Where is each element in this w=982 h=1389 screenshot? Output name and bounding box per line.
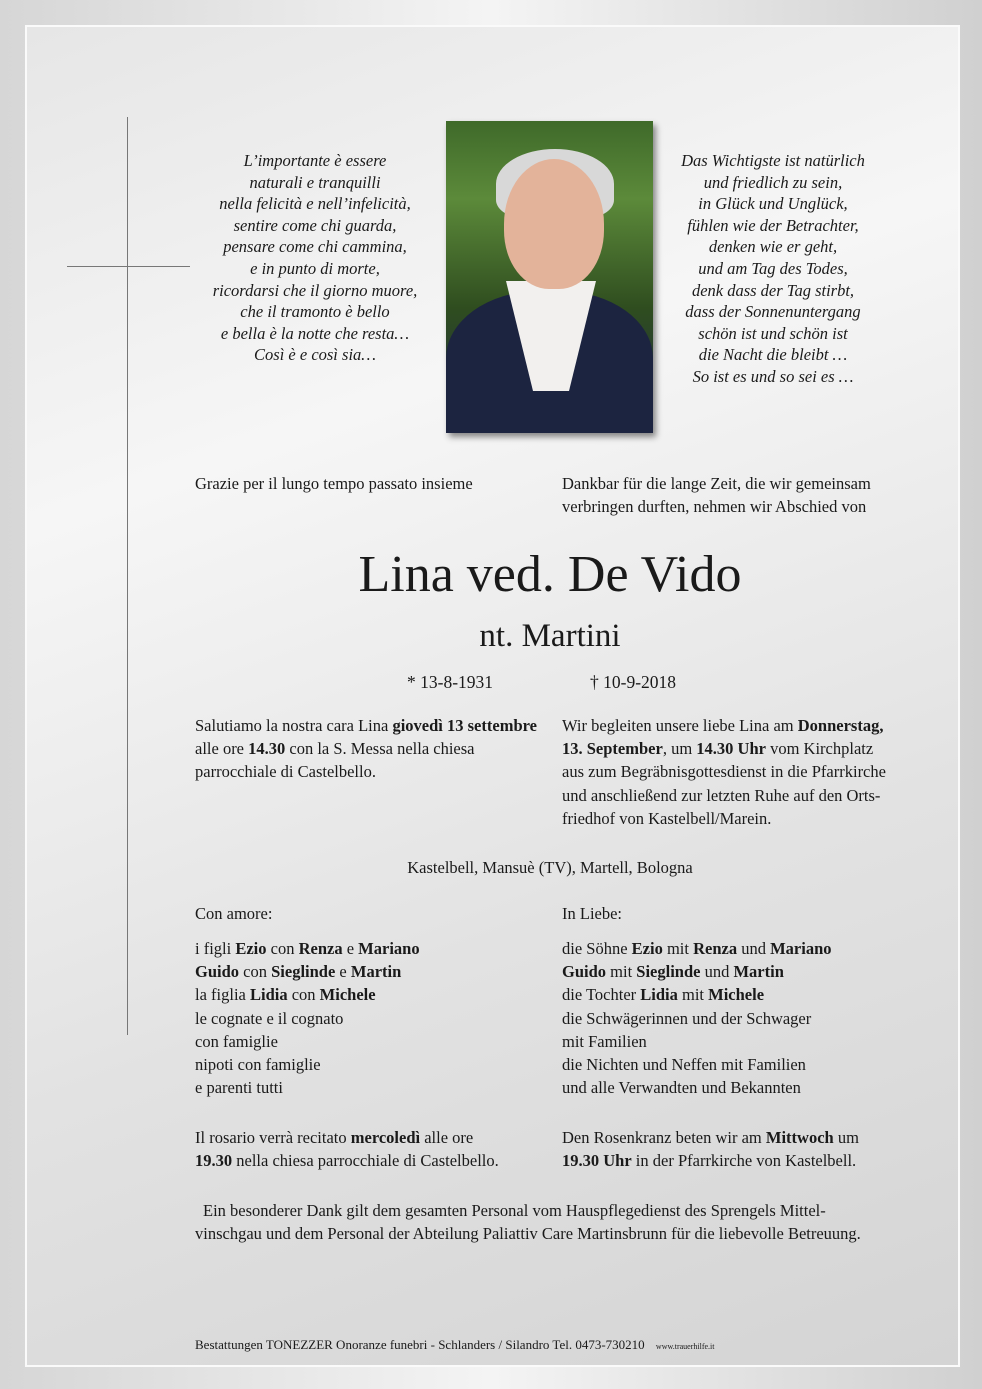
- text-line: [195, 737, 540, 760]
- text-line: [562, 1007, 907, 1030]
- text-segment: mit: [677, 985, 709, 1005]
- love-german: In Liebe:: [562, 904, 623, 923]
- bold-text: Guido: [195, 962, 240, 982]
- poem-line: e bella è la notte che resta…: [220, 323, 410, 343]
- text-line: [195, 1053, 545, 1076]
- bold-text: Mariano: [770, 939, 832, 958]
- bold-text: Lidia: [249, 985, 288, 1005]
- poem-line: fühlen wie der Betrachter,: [687, 215, 859, 235]
- intro-german: [562, 472, 907, 518]
- bold-text: Michele: [319, 985, 376, 1005]
- footer-text: Bestattungen TONEZZER Onoranze funebri - Schlanders / Silandro Tel. 0473-730210: [195, 1337, 645, 1352]
- bold-text: Mariano: [358, 939, 420, 958]
- poem-line: e in punto di morte,: [250, 258, 380, 278]
- text-line: [562, 714, 907, 737]
- death-date: † 10-9-2018: [590, 672, 677, 692]
- poem-line: denken wie er geht,: [708, 237, 838, 257]
- bold-text: Guido: [562, 962, 607, 982]
- poem-italian: [190, 150, 440, 366]
- poem-line: nella felicità e nell’infelicità,: [219, 194, 411, 214]
- bold-text: Martin: [350, 962, 402, 982]
- text-segment: alle ore: [420, 1128, 474, 1147]
- bold-text: 19.30 Uhr: [562, 1151, 632, 1171]
- text-line: [562, 1030, 907, 1053]
- bold-text: Renza: [693, 939, 738, 958]
- poem-line: pensare come chi cammina,: [223, 237, 407, 257]
- bold-text: 14.30: [248, 739, 286, 759]
- text-segment: Salutiamo la nostra cara Lina: [195, 716, 393, 735]
- funeral-german: [562, 714, 907, 830]
- family-german: [562, 937, 907, 1099]
- text-line: [562, 784, 907, 807]
- text-segment: aus zum Begräbnisgottesdienst in die Pfarrkirche: [562, 762, 886, 782]
- deceased-name: Lina ved. De Vido: [358, 546, 742, 603]
- poem-line: und am Tag des Todes,: [698, 258, 848, 278]
- text-segment: und: [737, 939, 771, 958]
- text-line: [562, 1076, 907, 1099]
- poem-line: dass der Sonnenuntergang: [685, 302, 861, 322]
- text-segment: in der Pfarrkirche von Kastelbell.: [631, 1151, 857, 1171]
- text-line: [195, 960, 545, 983]
- rosary-german: [562, 1126, 907, 1172]
- rosary-italian: [195, 1126, 545, 1172]
- poem-line: schön ist und schön ist: [698, 323, 848, 343]
- text-segment: Il rosario verrà recitato: [195, 1128, 351, 1147]
- funeral-italian: [195, 714, 540, 784]
- intro-line: verbringen durften, nehmen wir Abschied von: [562, 497, 867, 517]
- text-line: [195, 1076, 545, 1099]
- text-segment: e: [335, 962, 351, 982]
- bold-text: 13. September: [562, 739, 663, 759]
- love-italian: Con amore:: [195, 904, 273, 923]
- intro-line: Dankbar für die lange Zeit, die wir gemeinsam: [562, 474, 871, 493]
- text-line: [562, 807, 907, 830]
- places: Kastelbell, Mansuè (TV), Martell, Bologna: [407, 858, 693, 877]
- text-segment: parrocchiale di Castelbello.: [195, 762, 376, 782]
- text-segment: nipoti con famiglie: [195, 1055, 321, 1075]
- bold-text: Sieglinde: [271, 962, 336, 982]
- intro-italian: Grazie per il lungo tempo passato insieme: [195, 474, 473, 493]
- text-segment: con la S. Messa nella chiesa: [285, 739, 475, 759]
- text-line: [562, 960, 907, 983]
- thanks-line: Ein besonderer Dank gilt dem gesamten Personal vom Hauspflegedienst des Sprengels Mittel-: [203, 1201, 826, 1220]
- text-line: [195, 1007, 545, 1030]
- poem-line: sentire come chi guarda,: [233, 215, 397, 235]
- text-segment: le cognate e il cognato: [195, 1008, 344, 1028]
- poem-line: L’importante è essere: [243, 151, 387, 170]
- text-line: [195, 937, 545, 960]
- text-segment: con famiglie: [195, 1031, 278, 1051]
- poem-line: und friedlich zu sein,: [703, 172, 843, 192]
- text-segment: die Söhne: [562, 939, 632, 958]
- text-segment: e parenti tutti: [195, 1078, 283, 1098]
- thanks-line: vinschgau und dem Personal der Abteilung Paliattiv Care Martinsbrunn für die liebevolle Betreuung.: [195, 1224, 861, 1244]
- poem-german: [648, 150, 898, 388]
- poem-line: Così è e così sia…: [254, 345, 376, 365]
- text-segment: und alle Verwandten und Bekannten: [562, 1078, 801, 1098]
- text-segment: die Schwägerinnen und der Schwager: [562, 1008, 812, 1028]
- bold-text: 19.30: [195, 1151, 233, 1171]
- text-segment: und anschließend zur letzten Ruhe auf den Orts-: [562, 785, 881, 805]
- text-segment: Wir begleiten unsere liebe Lina am: [562, 716, 798, 735]
- bold-text: Renza: [298, 939, 343, 958]
- text-segment: con: [287, 985, 320, 1005]
- poem-line: denk dass der Tag stirbt,: [691, 280, 855, 300]
- text-segment: , um: [662, 739, 697, 759]
- bold-text: Martin: [733, 962, 784, 982]
- bold-text: Ezio: [631, 939, 663, 958]
- poem-line: So ist es und so sei es …: [692, 366, 854, 386]
- text-segment: nella chiesa parrocchiale di Castelbello.: [232, 1151, 499, 1171]
- bold-text: 14.30 Uhr: [696, 739, 766, 759]
- text-line: [562, 1126, 907, 1149]
- text-segment: i figli: [195, 939, 236, 958]
- text-segment: mit Familien: [562, 1031, 647, 1051]
- poem-line: Das Wichtigste ist natürlich: [681, 151, 865, 170]
- text-line: [562, 737, 907, 760]
- text-segment: con: [239, 962, 272, 982]
- text-segment: die Nichten und Neffen mit Familien: [562, 1055, 806, 1075]
- text-line: [195, 714, 540, 737]
- bold-text: mercoledì: [350, 1128, 421, 1147]
- text-segment: um: [833, 1128, 859, 1147]
- text-line: [195, 983, 545, 1006]
- text-line: [562, 1149, 907, 1172]
- text-segment: mit: [606, 962, 637, 982]
- text-line: [562, 760, 907, 783]
- bold-text: Mittwoch: [765, 1128, 834, 1147]
- text-segment: alle ore: [195, 739, 249, 759]
- footer: [195, 1337, 715, 1353]
- text-line: [562, 1053, 907, 1076]
- poem-line: in Glück und Unglück,: [698, 194, 848, 214]
- text-segment: die Tochter: [562, 985, 641, 1005]
- text-line: [195, 1149, 545, 1172]
- text-segment: mit: [662, 939, 694, 958]
- portrait-photo: [446, 121, 653, 433]
- bold-text: Sieglinde: [636, 962, 701, 982]
- text-segment: la figlia: [195, 985, 250, 1005]
- bold-text: Michele: [708, 985, 765, 1005]
- text-segment: und: [700, 962, 734, 982]
- text-segment: con: [266, 939, 299, 958]
- bold-text: Lidia: [640, 985, 678, 1005]
- family-italian: [195, 937, 545, 1099]
- text-line: [195, 760, 540, 783]
- text-segment: e: [342, 939, 359, 958]
- maiden-name: nt. Martini: [479, 618, 621, 654]
- text-segment: friedhof von Kastelbell/Marein.: [562, 808, 772, 828]
- text-segment: vom Kirchplatz: [765, 739, 874, 759]
- bold-text: Ezio: [235, 939, 267, 958]
- text-line: [562, 937, 907, 960]
- footer-website: www.trauerhilfe.it: [655, 1342, 715, 1351]
- bold-text: Donnerstag,: [797, 716, 884, 735]
- text-line: [195, 1126, 545, 1149]
- text-segment: Den Rosenkranz beten wir am: [562, 1128, 766, 1147]
- thanks: [195, 1199, 915, 1245]
- cross-horizontal: [67, 266, 190, 267]
- bold-text: giovedì 13 settembre: [392, 716, 537, 735]
- poem-line: ricordarsi che il giorno muore,: [212, 280, 418, 300]
- poem-line: die Nacht die bleibt …: [698, 345, 848, 365]
- birth-date: * 13-8-1931: [407, 672, 494, 692]
- poem-line: che il tramonto è bello: [240, 302, 390, 322]
- poem-line: naturali e tranquilli: [249, 172, 381, 192]
- text-line: [562, 983, 907, 1006]
- text-line: [195, 1030, 545, 1053]
